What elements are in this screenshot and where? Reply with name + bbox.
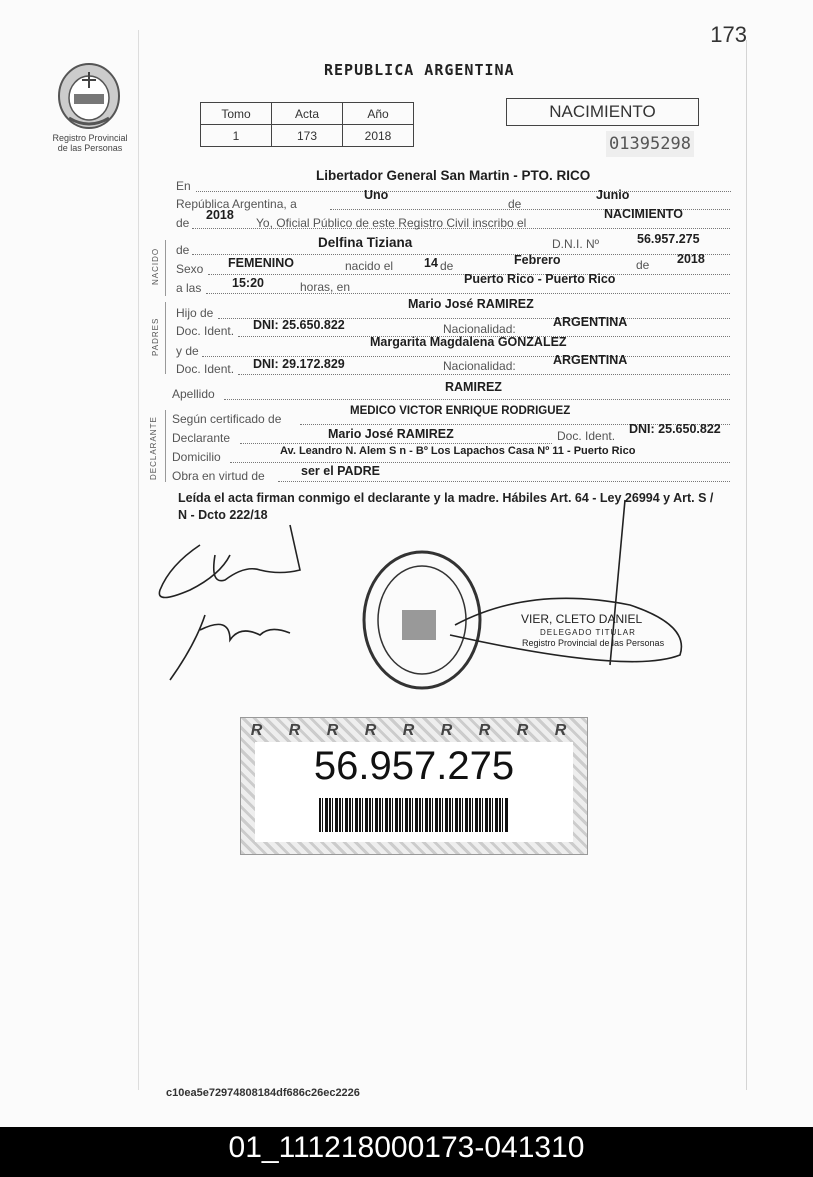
label-republica: República Argentina, a [176,197,297,211]
section-divider [165,240,166,296]
day-value: Uno [364,188,389,202]
birth-day-value: 14 [424,256,438,270]
register-header: Año [343,103,414,125]
label-de: de [636,258,650,272]
year-value: 2018 [206,208,234,222]
dni-sticker [240,717,588,855]
label-de: de [508,197,522,211]
section-label-declarante: DECLARANTE [149,416,158,480]
register-table [200,102,414,147]
act-type-value: NACIMIENTO [604,207,683,221]
label-obra: Obra en virtud de [172,469,265,483]
serial-number: 01395298 [606,131,694,157]
declarant-signature-icon [159,525,300,598]
child-name-value: Delfina Tiziana [318,235,413,250]
legal-text: Leída el acta firman conmigo el declarante y la madre. Hábiles Art. 64 - Ley 26994 y Art. S / N - Dcto 222/18 [178,491,714,522]
birth-place-value: Puerto Rico - Puerto Rico [464,272,616,286]
witness-signature-icon [170,615,290,680]
label-doc-ident: Doc. Ident. [176,362,235,376]
register-value: 173 [272,125,343,147]
declarant-doc-value: DNI: 25.650.822 [629,422,721,436]
sticker-pattern: R R R R R R R R R [250,722,578,739]
page-number: 173 [710,22,747,47]
footer-bar [0,1127,813,1177]
document-hash: c10ea5e72974808184df686c26ec2226 [166,1087,360,1099]
sex-value: FEMENINO [228,256,294,270]
sticker-number: 56.957.275 [313,744,515,788]
record-type-box: NACIMIENTO [506,98,699,126]
sticker-label [255,742,573,842]
mother-doc-value: DNI: 29.172.829 [253,357,345,371]
mother-name-value: Margarita Magdalena GONZALEZ [370,335,567,349]
label-de: de [176,243,190,257]
label-hijo-de: Hijo de [176,306,214,320]
father-nationality-value: ARGENTINA [553,315,628,329]
place-value: Libertador General San Martin - PTO. RICO [316,168,591,183]
address-value: Av. Leandro N. Alem S n - Bº Los Lapachos Casa Nº 11 - Puerto Rico [280,445,636,457]
label-doc-ident: Doc. Ident. [557,429,616,443]
label-segun: Según certificado de [172,412,282,426]
father-name-value: Mario José RAMIREZ [408,297,534,311]
declarant-value: Mario José RAMIREZ [328,427,454,441]
birth-year-value: 2018 [677,252,705,266]
document-title: REPUBLICA ARGENTINA [324,61,515,79]
signatures-and-stamp [150,495,760,725]
label-nacionalidad: Nacionalidad: [443,322,516,336]
label-dni: D.N.I. Nº [552,237,600,251]
page-edge [138,30,139,1090]
label-doc-ident: Doc. Ident. [176,324,235,338]
surname-value: RAMIREZ [445,380,502,394]
register-header: Acta [272,103,343,125]
label-de: de [176,216,190,230]
label-apellido: Apellido [172,387,215,401]
seal-caption: Registro Provincial de las Personas [52,133,128,153]
label-domicilio: Domicilio [172,450,221,464]
label-declarante: Declarante [172,431,231,445]
register-header: Tomo [201,103,272,125]
certificate-value: MEDICO VICTOR ENRIQUE RODRIGUEZ [350,405,571,417]
child-dni-value: 56.957.275 [637,232,700,246]
register-value: 1 [201,125,272,147]
father-doc-value: DNI: 25.650.822 [253,318,345,332]
register-value: 2018 [343,125,414,147]
official-stamp-icon [364,552,480,688]
section-divider [165,302,166,374]
section-label-nacido: NACIDO [151,247,160,285]
label-y-de: y de [176,344,199,358]
official-org: Registro Provincial de las Personas [522,638,665,648]
official-name: VIER, CLETO DANIEL [521,612,643,626]
label-en: En [176,179,191,193]
label-yo: Yo, Oficial Público de este Registro Civil inscribo el [256,216,527,230]
section-divider [165,410,166,482]
label-nacido-el: nacido el [345,259,394,273]
label-sexo: Sexo [176,262,204,276]
barcode-icon [319,798,509,832]
provincial-seal-icon [54,58,124,130]
birth-month-value: Febrero [514,253,561,267]
label-nacionalidad: Nacionalidad: [443,359,516,373]
section-label-padres: PADRES [151,317,160,356]
virtue-value: ser el PADRE [301,464,380,478]
birth-time-value: 15:20 [232,276,264,290]
label-de: de [440,259,454,273]
official-role: DELEGADO TITULAR [540,628,636,637]
mother-nationality-value: ARGENTINA [553,353,628,367]
footer-code: 01_111218000173-041310 [228,1131,585,1164]
label-a-las: a las [176,281,202,295]
month-value: Junio [596,188,630,202]
label-horas-en: horas, en [300,280,351,294]
